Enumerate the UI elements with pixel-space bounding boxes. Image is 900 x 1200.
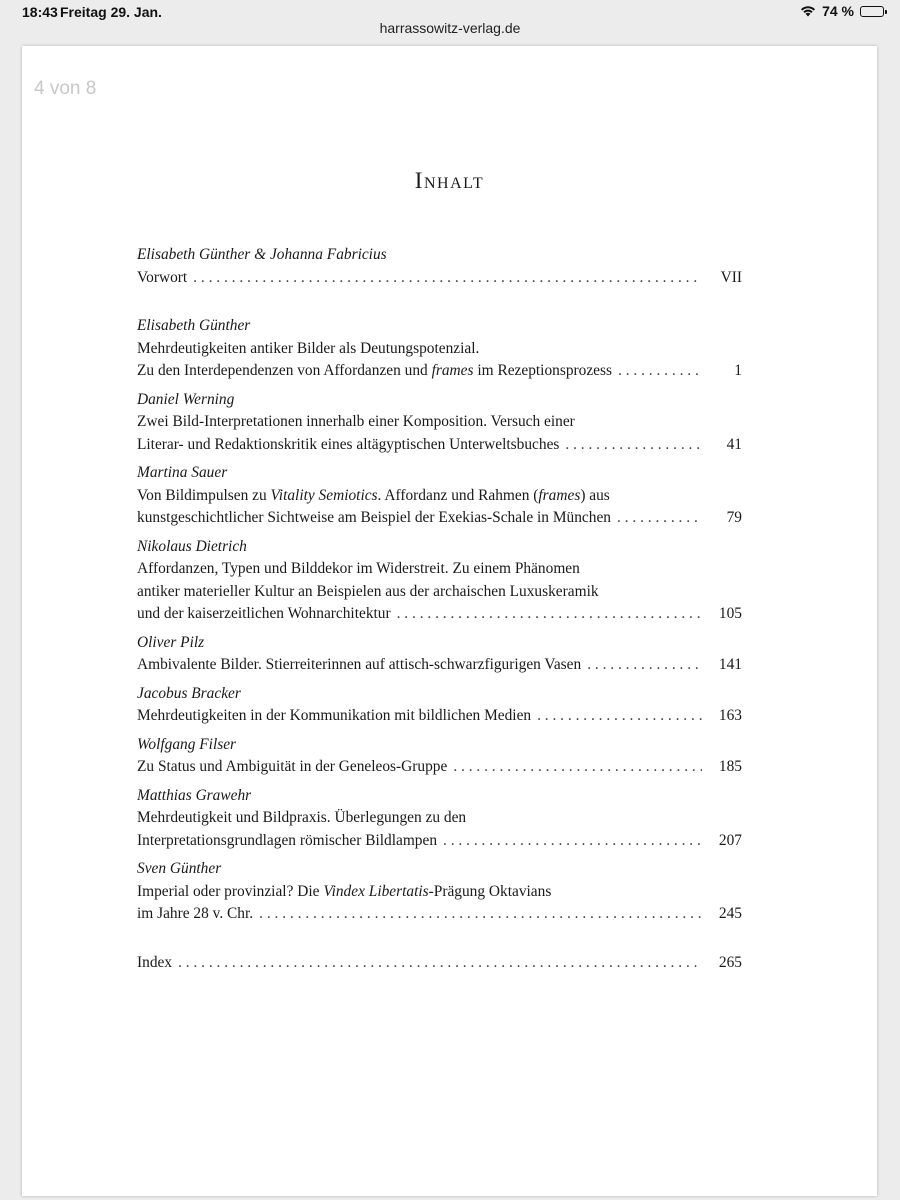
- status-date: Freitag 29. Jan.: [60, 4, 162, 20]
- table-of-contents: [137, 244, 742, 980]
- entry-page: 163: [718, 707, 742, 724]
- entry-last-line: [137, 830, 742, 853]
- dot-leader: [617, 507, 702, 530]
- entry-author: Wolfgang Filser: [137, 735, 237, 753]
- status-time: 18:43: [22, 4, 58, 20]
- entry-title: Mehrdeutigkeiten in der Kommunikation mit bildlichen Medien: [137, 707, 532, 724]
- dot-leader: [565, 434, 702, 457]
- status-right: [800, 3, 884, 19]
- entry-title: Interpretationsgrundlagen römischer Bildlampen: [137, 831, 438, 849]
- entry-author: Jacobus Bracker: [137, 684, 241, 702]
- entry-last-line: [137, 952, 742, 975]
- toc-entry: [137, 785, 742, 853]
- title-text: Von Bildimpulsen zu: [137, 486, 271, 504]
- toc-index-entry: [137, 952, 742, 975]
- toc-entry: [137, 389, 742, 457]
- title-text: . Affordanz und Rahmen (: [377, 486, 539, 504]
- pdf-page: [22, 46, 877, 1196]
- title-text: im Rezeptionsprozess: [473, 362, 612, 379]
- entry-last-line: [137, 654, 742, 677]
- toc-entry: [137, 632, 742, 677]
- title-text: -Prägung Oktavians: [428, 882, 552, 900]
- entry-author: Martina Sauer: [137, 464, 228, 481]
- entry-title: [137, 360, 612, 383]
- entry-title: Zu Status und Ambiguität in der Geneleos-Gruppe: [137, 758, 448, 775]
- entry-author: Oliver Pilz: [137, 633, 205, 651]
- entry-last-line: [137, 705, 742, 728]
- entry-author: Elisabeth Günther: [137, 317, 251, 334]
- title-text: Zu den Interdependenzen von Affordanzen und: [137, 362, 432, 379]
- entry-title-line: [137, 485, 742, 508]
- page-indicator: 4 von 8: [34, 78, 97, 99]
- title-italic: Vitality Semiotics: [270, 486, 378, 504]
- entry-page: 245: [718, 905, 742, 922]
- toc-entry: [137, 683, 742, 728]
- dot-leader: [587, 654, 702, 677]
- entry-author: Daniel Werning: [137, 390, 235, 408]
- entry-last-line: [137, 507, 742, 530]
- entry-page: 207: [718, 831, 742, 849]
- toc-title: Inhalt: [414, 168, 485, 193]
- entry-last-line: [137, 434, 742, 457]
- dot-leader: [193, 267, 702, 290]
- dot-leader: [259, 903, 702, 926]
- entry-title: Literar- und Redaktionskritik eines altägyptischen Unterweltsbuches: [137, 435, 560, 453]
- toc-entry: [137, 536, 742, 626]
- entry-last-line: [137, 267, 742, 290]
- toc-entry: [137, 315, 742, 383]
- title-text: Imperial oder provinzial? Die: [137, 882, 324, 900]
- battery-percent: 74 %: [822, 3, 854, 19]
- entry-author: Matthias Grawehr: [137, 786, 252, 804]
- entry-page: 265: [718, 953, 742, 971]
- entry-title-line: Affordanzen, Typen und Bilddekor im Widerstreit. Zu einem Phänomen: [137, 560, 580, 577]
- dot-leader: [537, 705, 702, 728]
- entry-author: Nikolaus Dietrich: [137, 537, 247, 555]
- entry-title-line: antiker materieller Kultur an Beispielen aus der archaischen Luxuskeramik: [137, 582, 599, 600]
- dot-leader: [178, 952, 702, 975]
- entry-author: Elisabeth Günther & Johanna Fabricius: [137, 246, 387, 263]
- dot-leader: [453, 756, 702, 779]
- entry-title-line: [137, 881, 742, 904]
- entry-last-line: [137, 903, 742, 926]
- entry-page: 185: [718, 758, 742, 775]
- entry-title: Vorwort: [137, 268, 188, 286]
- entry-last-line: [137, 360, 742, 383]
- toc-entry: [137, 462, 742, 530]
- entry-title-line: Mehrdeutigkeiten antiker Bilder als Deutungspotenzial.: [137, 339, 480, 357]
- entry-title: kunstgeschichtlicher Sichtweise am Beispiel der Exekias-Schale in München: [137, 509, 611, 526]
- dot-leader: [443, 830, 702, 853]
- entry-title: und der kaiserzeitlichen Wohnarchitektur: [137, 605, 391, 622]
- dot-leader: [397, 603, 702, 626]
- toc-entry: [137, 734, 742, 779]
- entry-page: 79: [726, 509, 742, 526]
- entry-author: Sven Günther: [137, 860, 222, 877]
- toc-entry: [137, 244, 742, 289]
- entry-page: 105: [718, 605, 742, 622]
- entry-last-line: [137, 603, 742, 626]
- title-italic: frames: [431, 362, 474, 379]
- url-text[interactable]: harrassowitz-verlag.de: [379, 20, 521, 36]
- title-italic: Vindex Libertatis: [323, 882, 429, 900]
- dot-leader: [618, 360, 702, 383]
- toc-entry: [137, 858, 742, 926]
- entry-title: Index: [137, 953, 173, 971]
- wifi-icon: [800, 5, 816, 17]
- entry-page: 141: [718, 656, 742, 673]
- battery-icon: [860, 6, 884, 17]
- entry-title-line: Zwei Bild-Interpretationen innerhalb einer Komposition. Versuch einer: [137, 413, 575, 430]
- entry-last-line: [137, 756, 742, 779]
- entry-title-line: Mehrdeutigkeit und Bildpraxis. Überlegungen zu den: [137, 809, 467, 826]
- title-italic: frames: [538, 486, 581, 504]
- entry-title: im Jahre 28 v. Chr.: [137, 905, 254, 922]
- entry-page: 1: [734, 362, 742, 379]
- entry-title: Ambivalente Bilder. Stierreiterinnen auf attisch-schwarzfigurigen Vasen: [137, 656, 582, 673]
- title-text: ) aus: [580, 486, 610, 504]
- entry-page: VII: [720, 268, 742, 286]
- entry-page: 41: [726, 435, 742, 453]
- url-bar[interactable]: [0, 20, 900, 42]
